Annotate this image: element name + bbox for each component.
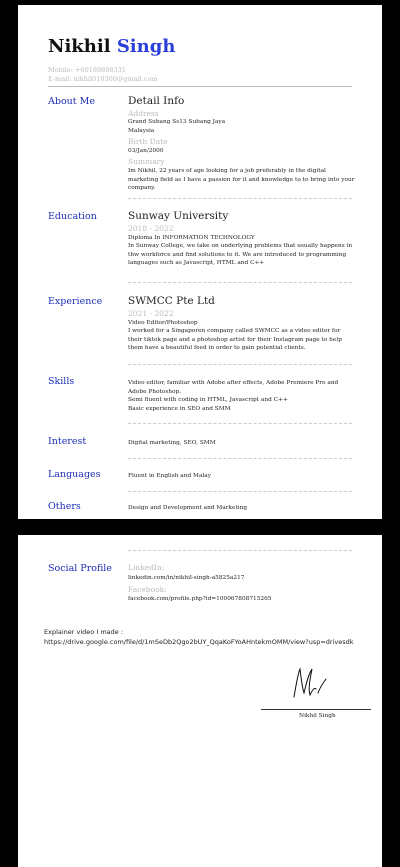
signature-image: [290, 663, 350, 708]
interest-text: Digital marketing, SEO, SMM: [128, 440, 216, 446]
birth-date-label: Birth Date: [128, 137, 168, 146]
section-about-me: About Me: [48, 96, 95, 107]
last-name: Singh: [116, 36, 176, 57]
divider: [128, 364, 352, 365]
signature-name: Nikhil Singh: [299, 713, 336, 719]
candidate-name: [48, 36, 175, 57]
divider: [128, 423, 352, 424]
divider: [128, 282, 352, 283]
facebook-label: Facebook:: [128, 585, 167, 594]
birth-date-value: 03/Jan/2000: [128, 148, 164, 154]
school-name: Sunway University: [128, 210, 229, 222]
header-divider: [48, 86, 352, 87]
section-education: Education: [48, 211, 97, 222]
linkedin-label: LinkedIn:: [128, 563, 165, 572]
summary-text: Im Nikhil, 22 years of age looking for a job preferably in the digital marketing field as I have a passion for it and knowledge to to bring into your company.: [128, 168, 355, 191]
facebook-url[interactable]: facebook.com/profile.php?id=100067808715265: [128, 596, 272, 602]
divider: [128, 491, 352, 492]
divider: [128, 550, 352, 551]
mobile-text: Mobile: +60189898331: [48, 66, 126, 74]
section-others: Others: [48, 501, 81, 512]
divider: [128, 198, 352, 199]
experience-title: Video Editor/Photoshop: [128, 320, 198, 326]
section-languages: Languages: [48, 469, 101, 480]
skills-text: Video editor, familiar with Adobe after effects, Adobe Premiere Pro and Adobe Photoshop. Semi fluent with coding in HTML, Javascript and C++ Basic experience in SEO and SMM: [128, 380, 339, 412]
address-line1: Grand Subang Ss13 Subang Jaya: [128, 119, 226, 125]
resume-page-1: [18, 5, 382, 519]
section-interest: Interest: [48, 436, 87, 447]
detail-info-heading: Detail Info: [128, 95, 185, 107]
education-period: 2018 - 2022: [128, 224, 174, 233]
section-social-profile: Social Profile: [48, 563, 112, 574]
explainer-label: Explainer video I made :: [44, 628, 124, 636]
education-desc: In Sunway College, we take on underlying problems that usually happens in thw workforce and find solutions to it. We are introduced to programming languages such as Javascript, HTML and C++: [128, 243, 353, 266]
signature-line: [261, 709, 371, 710]
linkedin-url[interactable]: linkedin.com/in/nikhil-singh-a5825a217: [128, 575, 245, 581]
email-text: E-mail: nikhil010300@gmail.com: [48, 75, 158, 83]
summary-label: Summary: [128, 157, 165, 166]
section-experience: Experience: [48, 296, 103, 307]
experience-period: 2021 - 2022: [128, 309, 174, 318]
education-title: Diploma In INFORMATION TECHNOLOGY: [128, 235, 255, 241]
divider: [128, 458, 352, 459]
first-name: Nikhil: [48, 36, 111, 57]
others-text: Design and Development and Marketing: [128, 505, 248, 511]
explainer-url[interactable]: https://drive.google.com/file/d/1mSeDb2Qgo2bUY_QqaKoFYoAHntekmOMM/view?usp=drivesdk: [44, 638, 354, 646]
languages-text: Fluent in English and Malay: [128, 473, 212, 479]
resume-page-2: [18, 535, 382, 867]
company-name: SWMCC Pte Ltd: [128, 295, 215, 307]
address-label: Address: [128, 109, 159, 118]
experience-desc: I worked for a Singaporen company called SWMCC as a video editor for their tiktok page and a photoshop artist for their Instagram page to help them have a beautiful feed in order to gain potential clients.: [128, 328, 342, 351]
section-skills: Skills: [48, 376, 75, 387]
address-line2: Malaysia: [128, 128, 155, 134]
